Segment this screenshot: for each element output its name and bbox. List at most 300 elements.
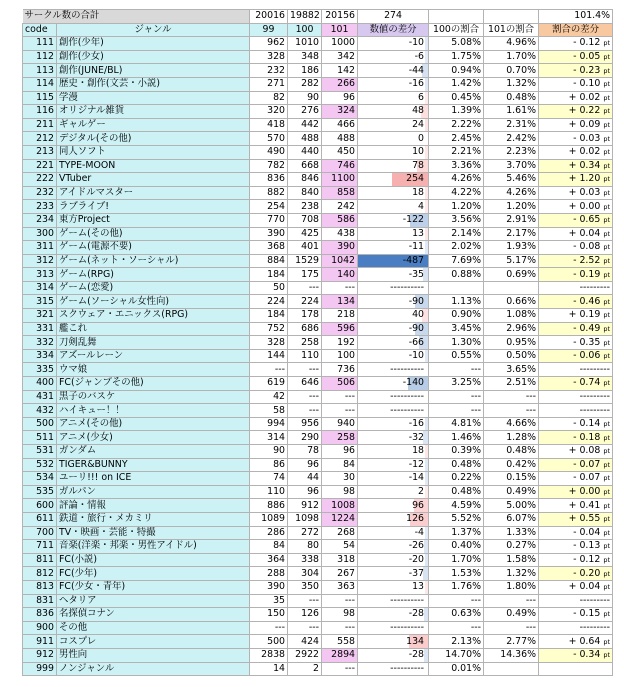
row-diff[interactable]: [358, 567, 429, 581]
row-diff[interactable]: [358, 105, 429, 119]
row-genre[interactable]: ガンダム: [57, 445, 250, 459]
row-pctdiff[interactable]: [539, 173, 613, 187]
row-v100[interactable]: 238: [288, 200, 322, 214]
summary-label[interactable]: サークル数の合計: [23, 10, 250, 24]
row-pct100[interactable]: 0.55%: [429, 349, 484, 363]
row-pct100[interactable]: 4.22%: [429, 186, 484, 200]
row-pct101[interactable]: 1.20%: [484, 200, 539, 214]
row-pct101[interactable]: 1.93%: [484, 241, 539, 255]
row-pctdiff[interactable]: [539, 363, 613, 377]
row-v100[interactable]: ---: [288, 390, 322, 404]
row-v100[interactable]: 224: [288, 295, 322, 309]
row-genre[interactable]: ユーリ!!! on ICE: [57, 472, 250, 486]
row-v101[interactable]: 596: [322, 322, 358, 336]
row-v101[interactable]: 858: [322, 186, 358, 200]
row-v101[interactable]: 242: [322, 200, 358, 214]
row-v101[interactable]: 134: [322, 295, 358, 309]
row-code[interactable]: 314: [23, 281, 57, 295]
row-v101[interactable]: ---: [322, 404, 358, 418]
row-v99[interactable]: 35: [250, 594, 288, 608]
row-pctdiff[interactable]: [539, 417, 613, 431]
row-pct100[interactable]: 0.48%: [429, 485, 484, 499]
summary-v99[interactable]: 20016: [250, 10, 288, 24]
row-pctdiff[interactable]: [539, 431, 613, 445]
row-diff[interactable]: [358, 458, 429, 472]
row-code[interactable]: 233: [23, 200, 57, 214]
row-code[interactable]: 115: [23, 91, 57, 105]
row-v99[interactable]: 962: [250, 37, 288, 51]
row-v101[interactable]: 488: [322, 132, 358, 146]
row-pct101[interactable]: 6.07%: [484, 512, 539, 526]
row-v101[interactable]: 466: [322, 118, 358, 132]
row-v101[interactable]: 54: [322, 540, 358, 554]
row-diff[interactable]: [358, 281, 429, 295]
row-v100[interactable]: 290: [288, 431, 322, 445]
row-v100[interactable]: 90: [288, 91, 322, 105]
row-v101[interactable]: 30: [322, 472, 358, 486]
row-pct100[interactable]: 1.20%: [429, 200, 484, 214]
row-v99[interactable]: 570: [250, 132, 288, 146]
row-v101[interactable]: 267: [322, 567, 358, 581]
row-code[interactable]: 300: [23, 227, 57, 241]
row-v99[interactable]: 58: [250, 404, 288, 418]
row-genre[interactable]: 創作(少女): [57, 50, 250, 64]
row-genre[interactable]: ゲーム(ソーシャル女性向): [57, 295, 250, 309]
row-v100[interactable]: 175: [288, 268, 322, 282]
row-pctdiff[interactable]: [539, 227, 613, 241]
row-v99[interactable]: 770: [250, 213, 288, 227]
row-genre[interactable]: 学漫: [57, 91, 250, 105]
row-v100[interactable]: ---: [288, 404, 322, 418]
row-pct101[interactable]: 2.96%: [484, 322, 539, 336]
row-pctdiff[interactable]: [539, 540, 613, 554]
row-v99[interactable]: 619: [250, 377, 288, 391]
row-pct100[interactable]: 1.30%: [429, 336, 484, 350]
row-v101[interactable]: ---: [322, 662, 358, 676]
row-v99[interactable]: 328: [250, 336, 288, 350]
row-v99[interactable]: 184: [250, 309, 288, 323]
row-genre[interactable]: 評論・情報: [57, 499, 250, 513]
row-diff[interactable]: [358, 186, 429, 200]
row-diff[interactable]: [358, 485, 429, 499]
row-v100[interactable]: ---: [288, 594, 322, 608]
row-diff[interactable]: [358, 662, 429, 676]
row-v101[interactable]: 142: [322, 64, 358, 78]
row-v99[interactable]: 884: [250, 254, 288, 268]
row-pct101[interactable]: 2.77%: [484, 635, 539, 649]
row-diff[interactable]: [358, 648, 429, 662]
row-v101[interactable]: 268: [322, 526, 358, 540]
summary-v101[interactable]: 20156: [322, 10, 358, 24]
row-pct101[interactable]: 4.26%: [484, 186, 539, 200]
row-pct100[interactable]: 1.42%: [429, 77, 484, 91]
row-v101[interactable]: 192: [322, 336, 358, 350]
row-v101[interactable]: 1008: [322, 499, 358, 513]
row-diff[interactable]: [358, 91, 429, 105]
row-pct100[interactable]: 2.21%: [429, 145, 484, 159]
row-genre[interactable]: デジタル(その他): [57, 132, 250, 146]
row-genre[interactable]: 艦これ: [57, 322, 250, 336]
row-v101[interactable]: 218: [322, 309, 358, 323]
row-code[interactable]: 812: [23, 567, 57, 581]
row-v101[interactable]: 450: [322, 145, 358, 159]
row-code[interactable]: 711: [23, 540, 57, 554]
row-code[interactable]: 212: [23, 132, 57, 146]
row-v100[interactable]: 272: [288, 526, 322, 540]
row-pct101[interactable]: ---: [484, 390, 539, 404]
row-pctdiff[interactable]: [539, 567, 613, 581]
row-code[interactable]: 836: [23, 608, 57, 622]
row-v100[interactable]: 96: [288, 485, 322, 499]
row-diff[interactable]: [358, 499, 429, 513]
row-pct101[interactable]: 3.65%: [484, 363, 539, 377]
row-genre[interactable]: スクウェア・エニックス(RPG): [57, 309, 250, 323]
row-pct101[interactable]: 0.49%: [484, 608, 539, 622]
row-v99[interactable]: 328: [250, 50, 288, 64]
row-v100[interactable]: 956: [288, 417, 322, 431]
row-pct101[interactable]: 0.50%: [484, 349, 539, 363]
row-diff[interactable]: [358, 540, 429, 554]
row-diff[interactable]: [358, 445, 429, 459]
row-pctdiff[interactable]: [539, 186, 613, 200]
row-pct100[interactable]: 1.53%: [429, 567, 484, 581]
row-pctdiff[interactable]: [539, 105, 613, 119]
row-genre[interactable]: ゲーム(恋愛): [57, 281, 250, 295]
row-pct100[interactable]: 1.70%: [429, 553, 484, 567]
row-diff[interactable]: [358, 363, 429, 377]
row-v100[interactable]: 304: [288, 567, 322, 581]
row-diff[interactable]: [358, 132, 429, 146]
row-v99[interactable]: 14: [250, 662, 288, 676]
row-pct100[interactable]: 2.13%: [429, 635, 484, 649]
row-pct101[interactable]: 1.61%: [484, 105, 539, 119]
row-v101[interactable]: 100: [322, 349, 358, 363]
row-pct101[interactable]: [484, 662, 539, 676]
row-v99[interactable]: 490: [250, 145, 288, 159]
row-genre[interactable]: 音楽(洋楽・邦楽・男性アイドル): [57, 540, 250, 554]
row-v99[interactable]: 271: [250, 77, 288, 91]
row-pct100[interactable]: 1.13%: [429, 295, 484, 309]
row-pctdiff[interactable]: [539, 404, 613, 418]
row-genre[interactable]: アイドルマスター: [57, 186, 250, 200]
row-pct100[interactable]: 0.40%: [429, 540, 484, 554]
row-pctdiff[interactable]: [539, 526, 613, 540]
row-code[interactable]: 511: [23, 431, 57, 445]
row-v100[interactable]: 348: [288, 50, 322, 64]
row-code[interactable]: 534: [23, 472, 57, 486]
row-v100[interactable]: 846: [288, 173, 322, 187]
row-pct101[interactable]: 0.49%: [484, 485, 539, 499]
row-v101[interactable]: 98: [322, 485, 358, 499]
row-pctdiff[interactable]: [539, 145, 613, 159]
row-genre[interactable]: 創作(少年): [57, 37, 250, 51]
row-pctdiff[interactable]: [539, 213, 613, 227]
row-pct101[interactable]: 0.95%: [484, 336, 539, 350]
row-v101[interactable]: 558: [322, 635, 358, 649]
row-v100[interactable]: 276: [288, 105, 322, 119]
row-diff[interactable]: [358, 349, 429, 363]
row-pct101[interactable]: 5.17%: [484, 254, 539, 268]
row-v99[interactable]: 50: [250, 281, 288, 295]
row-v99[interactable]: 110: [250, 485, 288, 499]
row-pct100[interactable]: [429, 281, 484, 295]
row-pct100[interactable]: ---: [429, 404, 484, 418]
row-pctdiff[interactable]: [539, 349, 613, 363]
row-pctdiff[interactable]: [539, 458, 613, 472]
row-diff[interactable]: [358, 268, 429, 282]
row-diff[interactable]: [358, 254, 429, 268]
row-pct101[interactable]: 1.32%: [484, 77, 539, 91]
row-code[interactable]: 331: [23, 322, 57, 336]
row-pct101[interactable]: 3.70%: [484, 159, 539, 173]
row-genre[interactable]: アニメ(その他): [57, 417, 250, 431]
row-v99[interactable]: 2838: [250, 648, 288, 662]
row-code[interactable]: 315: [23, 295, 57, 309]
row-code[interactable]: 232: [23, 186, 57, 200]
row-v101[interactable]: 266: [322, 77, 358, 91]
row-code[interactable]: 112: [23, 50, 57, 64]
row-diff[interactable]: [358, 580, 429, 594]
row-pct101[interactable]: 4.96%: [484, 37, 539, 51]
row-pctdiff[interactable]: [539, 295, 613, 309]
row-pct100[interactable]: 1.37%: [429, 526, 484, 540]
row-pct100[interactable]: 5.08%: [429, 37, 484, 51]
row-code[interactable]: 400: [23, 377, 57, 391]
row-pctdiff[interactable]: [539, 200, 613, 214]
row-code[interactable]: 831: [23, 594, 57, 608]
row-pctdiff[interactable]: [539, 499, 613, 513]
row-pct100[interactable]: 0.90%: [429, 309, 484, 323]
row-v99[interactable]: 232: [250, 64, 288, 78]
row-genre[interactable]: ハイキュー！！: [57, 404, 250, 418]
row-code[interactable]: 116: [23, 105, 57, 119]
row-pct100[interactable]: ---: [429, 363, 484, 377]
row-genre[interactable]: FC(少女・青年): [57, 580, 250, 594]
header-pct101[interactable]: 101の割合: [484, 23, 539, 37]
row-v99[interactable]: 390: [250, 227, 288, 241]
row-v101[interactable]: 1100: [322, 173, 358, 187]
row-genre[interactable]: ヘタリア: [57, 594, 250, 608]
row-pctdiff[interactable]: [539, 322, 613, 336]
row-v101[interactable]: 746: [322, 159, 358, 173]
row-v99[interactable]: 86: [250, 458, 288, 472]
row-pctdiff[interactable]: [539, 635, 613, 649]
row-v99[interactable]: 74: [250, 472, 288, 486]
row-v100[interactable]: 96: [288, 458, 322, 472]
row-genre[interactable]: オリジナル雑貨: [57, 105, 250, 119]
row-genre[interactable]: 名探偵コナン: [57, 608, 250, 622]
row-pct100[interactable]: 0.45%: [429, 91, 484, 105]
row-v101[interactable]: 586: [322, 213, 358, 227]
row-v99[interactable]: 254: [250, 200, 288, 214]
row-v99[interactable]: 320: [250, 105, 288, 119]
row-v100[interactable]: 186: [288, 64, 322, 78]
row-v99[interactable]: 390: [250, 580, 288, 594]
row-pct101[interactable]: 14.36%: [484, 648, 539, 662]
row-v100[interactable]: 80: [288, 540, 322, 554]
row-pct100[interactable]: ---: [429, 621, 484, 635]
row-genre[interactable]: 歴史・創作(文芸・小説): [57, 77, 250, 91]
row-v99[interactable]: 994: [250, 417, 288, 431]
row-genre[interactable]: ノンジャンル: [57, 662, 250, 676]
row-v101[interactable]: 342: [322, 50, 358, 64]
row-pct100[interactable]: 7.69%: [429, 254, 484, 268]
row-genre[interactable]: コスプレ: [57, 635, 250, 649]
row-genre[interactable]: FC(小説): [57, 553, 250, 567]
row-v100[interactable]: 708: [288, 213, 322, 227]
row-diff[interactable]: [358, 77, 429, 91]
row-pctdiff[interactable]: [539, 281, 613, 295]
row-diff[interactable]: [358, 322, 429, 336]
row-genre[interactable]: TYPE-MOON: [57, 159, 250, 173]
row-pctdiff[interactable]: [539, 594, 613, 608]
row-v101[interactable]: 96: [322, 91, 358, 105]
row-v101[interactable]: 390: [322, 241, 358, 255]
row-diff[interactable]: [358, 417, 429, 431]
row-v101[interactable]: 258: [322, 431, 358, 445]
row-pctdiff[interactable]: [539, 336, 613, 350]
row-pct101[interactable]: 0.48%: [484, 445, 539, 459]
row-pctdiff[interactable]: [539, 64, 613, 78]
row-pct101[interactable]: ---: [484, 404, 539, 418]
row-pct100[interactable]: 0.94%: [429, 64, 484, 78]
row-v100[interactable]: 282: [288, 77, 322, 91]
row-v101[interactable]: 96: [322, 445, 358, 459]
row-pct100[interactable]: 0.88%: [429, 268, 484, 282]
row-v99[interactable]: 782: [250, 159, 288, 173]
row-v100[interactable]: 488: [288, 132, 322, 146]
row-pct101[interactable]: 0.70%: [484, 64, 539, 78]
row-code[interactable]: 912: [23, 648, 57, 662]
row-pct101[interactable]: 2.51%: [484, 377, 539, 391]
row-diff[interactable]: [358, 336, 429, 350]
summary-diff[interactable]: 274: [358, 10, 429, 24]
row-diff[interactable]: [358, 200, 429, 214]
row-diff[interactable]: [358, 526, 429, 540]
row-pct100[interactable]: ---: [429, 594, 484, 608]
row-code[interactable]: 311: [23, 241, 57, 255]
row-v99[interactable]: ---: [250, 621, 288, 635]
row-pctdiff[interactable]: [539, 118, 613, 132]
row-pct100[interactable]: 0.48%: [429, 458, 484, 472]
row-v100[interactable]: ---: [288, 363, 322, 377]
row-v101[interactable]: 736: [322, 363, 358, 377]
row-code[interactable]: 332: [23, 336, 57, 350]
row-diff[interactable]: [358, 404, 429, 418]
row-v100[interactable]: 668: [288, 159, 322, 173]
row-genre[interactable]: ゲーム(その他): [57, 227, 250, 241]
row-pct100[interactable]: 4.81%: [429, 417, 484, 431]
row-pct100[interactable]: 0.01%: [429, 662, 484, 676]
row-pct100[interactable]: 14.70%: [429, 648, 484, 662]
row-genre[interactable]: ゲーム(ネット・ソーシャル): [57, 254, 250, 268]
row-v101[interactable]: 438: [322, 227, 358, 241]
row-pctdiff[interactable]: [539, 662, 613, 676]
row-pct100[interactable]: ---: [429, 390, 484, 404]
row-pct101[interactable]: 5.46%: [484, 173, 539, 187]
row-pct100[interactable]: 4.26%: [429, 173, 484, 187]
row-code[interactable]: 211: [23, 118, 57, 132]
row-genre[interactable]: FC(ジャンプその他): [57, 377, 250, 391]
row-code[interactable]: 221: [23, 159, 57, 173]
row-v100[interactable]: ---: [288, 621, 322, 635]
header-pct100[interactable]: 100の割合: [429, 23, 484, 37]
row-diff[interactable]: [358, 241, 429, 255]
row-diff[interactable]: [358, 635, 429, 649]
summary-ratio[interactable]: 101.4%: [539, 10, 613, 24]
row-code[interactable]: 600: [23, 499, 57, 513]
row-diff[interactable]: [358, 64, 429, 78]
row-v99[interactable]: 882: [250, 186, 288, 200]
row-pct100[interactable]: 0.39%: [429, 445, 484, 459]
row-pct101[interactable]: 4.66%: [484, 417, 539, 431]
row-v100[interactable]: 840: [288, 186, 322, 200]
row-pct101[interactable]: 0.48%: [484, 91, 539, 105]
row-v99[interactable]: 752: [250, 322, 288, 336]
row-v100[interactable]: ---: [288, 281, 322, 295]
row-pctdiff[interactable]: [539, 472, 613, 486]
row-code[interactable]: 234: [23, 213, 57, 227]
row-pctdiff[interactable]: [539, 159, 613, 173]
row-pct100[interactable]: 3.56%: [429, 213, 484, 227]
row-diff[interactable]: [358, 213, 429, 227]
row-pctdiff[interactable]: [539, 91, 613, 105]
row-v100[interactable]: 1010: [288, 37, 322, 51]
row-v99[interactable]: 82: [250, 91, 288, 105]
row-pctdiff[interactable]: [539, 580, 613, 594]
row-genre[interactable]: 創作(JUNE/BL): [57, 64, 250, 78]
row-diff[interactable]: [358, 512, 429, 526]
row-v100[interactable]: 126: [288, 608, 322, 622]
row-pctdiff[interactable]: [539, 254, 613, 268]
row-v100[interactable]: 401: [288, 241, 322, 255]
row-diff[interactable]: [358, 173, 429, 187]
row-v101[interactable]: ---: [322, 621, 358, 635]
row-pctdiff[interactable]: [539, 241, 613, 255]
row-v100[interactable]: 110: [288, 349, 322, 363]
row-diff[interactable]: [358, 145, 429, 159]
row-v101[interactable]: 324: [322, 105, 358, 119]
row-genre[interactable]: ゲーム(電源不要): [57, 241, 250, 255]
row-genre[interactable]: ゲーム(RPG): [57, 268, 250, 282]
row-pct100[interactable]: 1.39%: [429, 105, 484, 119]
row-pct100[interactable]: 2.14%: [429, 227, 484, 241]
row-pct101[interactable]: 1.80%: [484, 580, 539, 594]
row-v101[interactable]: 363: [322, 580, 358, 594]
row-pctdiff[interactable]: [539, 608, 613, 622]
row-code[interactable]: 700: [23, 526, 57, 540]
row-genre[interactable]: ラブライブ!: [57, 200, 250, 214]
row-code[interactable]: 335: [23, 363, 57, 377]
row-pct100[interactable]: 1.75%: [429, 50, 484, 64]
row-v101[interactable]: ---: [322, 390, 358, 404]
row-diff[interactable]: [358, 37, 429, 51]
row-pctdiff[interactable]: [539, 512, 613, 526]
row-pct100[interactable]: 2.22%: [429, 118, 484, 132]
row-code[interactable]: 113: [23, 64, 57, 78]
row-v100[interactable]: 350: [288, 580, 322, 594]
row-genre[interactable]: アズールレーン: [57, 349, 250, 363]
row-diff[interactable]: [358, 390, 429, 404]
row-pct100[interactable]: 3.25%: [429, 377, 484, 391]
row-v100[interactable]: 2: [288, 662, 322, 676]
row-pct101[interactable]: ---: [484, 621, 539, 635]
row-genre[interactable]: ガルパン: [57, 485, 250, 499]
row-v100[interactable]: 338: [288, 553, 322, 567]
row-pct101[interactable]: 1.28%: [484, 431, 539, 445]
row-pct101[interactable]: 0.69%: [484, 268, 539, 282]
row-pctdiff[interactable]: [539, 309, 613, 323]
